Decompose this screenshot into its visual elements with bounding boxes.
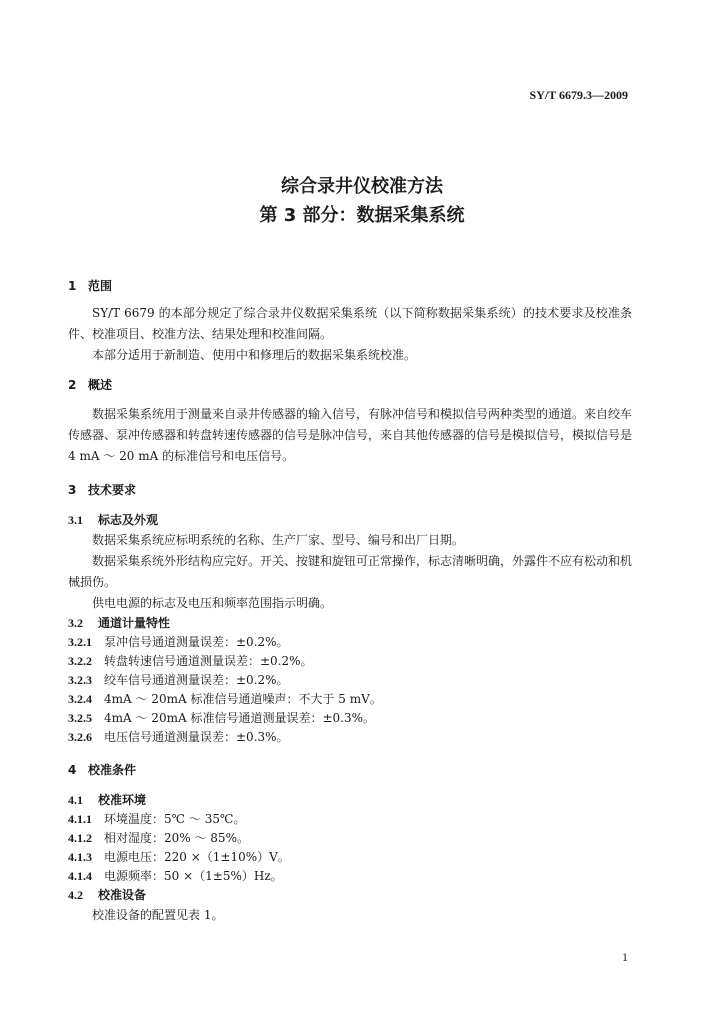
list-item <box>68 690 632 709</box>
item-number: 3.2.6 <box>68 730 92 744</box>
item-text: 4mA ～ 20mA 标准信号通道噪声：不大于 5 mV。 <box>104 692 382 706</box>
item-text: 相对湿度：20% ～ 85%。 <box>104 831 249 845</box>
list-item <box>68 829 632 848</box>
item-text: 4mA ～ 20mA 标准信号通道测量误差：±0.3%。 <box>104 711 375 725</box>
list-item <box>68 848 632 867</box>
item-text: 电源频率：50 ×（1±5%）Hz。 <box>104 869 283 883</box>
item-number: 4.1.2 <box>68 831 92 845</box>
item-number: 3.2.3 <box>68 673 92 687</box>
list-item <box>68 671 632 690</box>
section-number: 4 <box>68 763 77 777</box>
item-text: 绞车信号通道测量误差：±0.2%。 <box>104 673 289 687</box>
section-title: 概述 <box>88 378 113 392</box>
subsection-4-1-heading <box>68 791 632 810</box>
list-item <box>68 867 632 886</box>
subsection-title: 校准设备 <box>98 888 147 902</box>
item-number: 3.2.4 <box>68 692 92 706</box>
section-title: 范围 <box>88 279 113 293</box>
standard-code: SY/T 6679.3—2009 <box>529 88 628 102</box>
subsection-number: 3.1 <box>68 513 83 527</box>
section-1-heading <box>68 277 632 295</box>
list-item <box>68 709 632 728</box>
subsection-title: 标志及外观 <box>98 513 159 527</box>
list-item <box>68 652 632 671</box>
paragraph: 数据采集系统用于测量来自录井传感器的输入信号，有脉冲信号和模拟信号两种类型的通道。来自绞车传感器、泵冲传感器和转盘转速传感器的信号是脉冲信号，来自其他传感器的信号是模拟信号，模拟信号是 4 mA ～ 20 mA 的标准信号和电压信号。 <box>68 407 633 463</box>
section-title: 技术要求 <box>88 483 137 497</box>
paragraph: 供电电源的标志及电压和频率范围指示明确。 <box>92 596 333 610</box>
section-number: 2 <box>68 378 77 392</box>
document-subtitle: 第 3 部分：数据采集系统 <box>259 205 465 226</box>
subsection-title: 通道计量特性 <box>98 616 171 630</box>
document-body <box>68 277 632 926</box>
item-text: 环境温度：5℃ ～ 35℃。 <box>104 812 246 826</box>
item-number: 4.1.1 <box>68 812 92 826</box>
subsection-number: 4.2 <box>68 888 83 902</box>
subsection-3-2-heading <box>68 614 632 633</box>
item-number: 3.2.1 <box>68 635 92 649</box>
item-text: 转盘转速信号通道测量误差：±0.2%。 <box>104 654 313 668</box>
section-3-heading <box>68 481 632 499</box>
subsection-number: 4.1 <box>68 793 83 807</box>
paragraph: 数据采集系统外形结构应完好。开关、按键和旋钮可正常操作，标志清晰明确，外露件不应有松动和机械损伤。 <box>68 554 633 589</box>
subsection-number: 3.2 <box>68 616 83 630</box>
page-number: 1 <box>622 950 628 964</box>
item-text: 电压信号通道测量误差：±0.3%。 <box>104 730 289 744</box>
section-number: 3 <box>68 483 77 497</box>
item-text: 泵冲信号通道测量误差：±0.2%。 <box>104 635 289 649</box>
item-number: 4.1.4 <box>68 869 92 883</box>
section-title: 校准条件 <box>88 763 137 777</box>
section-number: 1 <box>68 279 77 293</box>
section-2-heading <box>68 376 632 394</box>
list-item <box>68 728 632 747</box>
list-item <box>68 633 632 652</box>
item-text: 电源电压：220 ×（1±10%）V。 <box>104 850 290 864</box>
paragraph: 本部分适用于新制造、使用中和修理后的数据采集系统校准。 <box>92 348 417 362</box>
paragraph: 数据采集系统应标明系统的名称、生产厂家、型号、编号和出厂日期。 <box>92 533 465 547</box>
item-number: 3.2.2 <box>68 654 92 668</box>
subsection-title: 校准环境 <box>98 793 147 807</box>
item-number: 3.2.5 <box>68 711 92 725</box>
paragraph: SY/T 6679 的本部分规定了综合录井仪数据采集系统（以下简称数据采集系统）的技术要求及校准条件、校准项目、校准方法、结果处理和校准间隔。 <box>68 306 632 341</box>
list-item <box>68 810 632 829</box>
subsection-3-1-heading <box>68 511 632 530</box>
subsection-4-2-heading <box>68 886 632 905</box>
paragraph: 校准设备的配置见表 1。 <box>92 908 224 922</box>
document-title: 综合录井仪校准方法 <box>281 176 443 197</box>
item-number: 4.1.3 <box>68 850 92 864</box>
section-4-heading <box>68 761 632 779</box>
